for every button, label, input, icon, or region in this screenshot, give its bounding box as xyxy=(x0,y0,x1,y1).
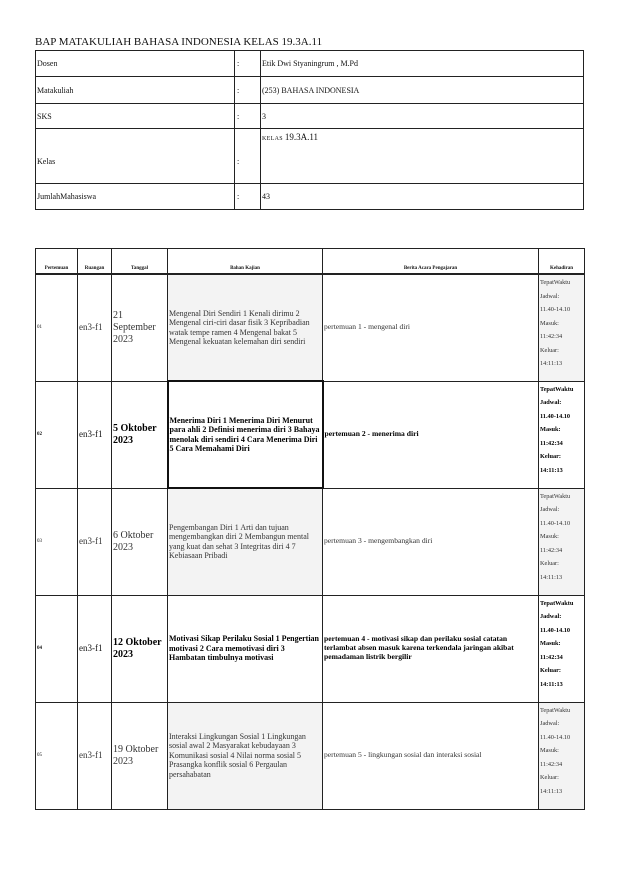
info-row-dosen xyxy=(36,51,584,77)
cell-pertemuan: 04 xyxy=(36,595,78,702)
cell-tanggal: 6 Oktober 2023 xyxy=(112,488,168,595)
info-label: Dosen xyxy=(36,51,235,77)
kehadiran-keluar-label: Keluar: xyxy=(540,453,561,460)
cell-ruangan: en3-f1 xyxy=(78,595,112,702)
info-row-jumlah xyxy=(36,184,584,210)
kehadiran-keluar-label: Keluar: xyxy=(540,774,559,781)
kelas-prefix: KELAS xyxy=(262,136,283,142)
info-label: Kelas xyxy=(36,129,235,184)
kehadiran-status: TepatWaktu xyxy=(540,385,574,393)
cell-berita-acara: pertemuan 1 - mengenal diri xyxy=(323,274,539,381)
cell-tanggal: 21 September 2023 xyxy=(112,274,168,381)
info-separator: : xyxy=(235,51,261,77)
kehadiran-jadwal-label: Jadwal: xyxy=(540,506,560,513)
attendance-table xyxy=(35,248,585,810)
info-value xyxy=(261,129,584,184)
info-label: JumlahMahasiswa xyxy=(36,184,235,210)
info-separator: : xyxy=(235,129,261,184)
header-berita-acara: Berita Acara Pengajaran xyxy=(323,249,539,275)
table-header-row xyxy=(36,249,585,275)
kehadiran-masuk-label: Masuk: xyxy=(540,640,561,647)
kehadiran-jadwal: 11.40-14.10 xyxy=(540,412,571,420)
info-row-matakuliah xyxy=(36,77,584,104)
document-title: BAP MATAKULIAH BAHASA INDONESIA KELAS 19.3A.11 xyxy=(35,36,323,48)
info-value: 3 xyxy=(261,104,584,129)
header-bahan-kajian: Bahan Kajian xyxy=(168,249,323,275)
info-row-sks xyxy=(36,104,584,129)
kehadiran-status: TepatWaktu xyxy=(540,279,571,286)
cell-berita-acara: pertemuan 2 - menerima diri xyxy=(323,381,539,488)
kehadiran-masuk: 11:42:34 xyxy=(540,653,563,661)
info-separator: : xyxy=(235,77,261,104)
cell-pertemuan: 05 xyxy=(36,702,78,809)
table-row xyxy=(36,381,585,488)
header-pertemuan: Pertemuan xyxy=(36,249,78,275)
cell-ruangan: en3-f1 xyxy=(78,488,112,595)
cell-berita-acara: pertemuan 3 - mengembangkan diri xyxy=(323,488,539,595)
table-row xyxy=(36,702,585,809)
header-kehadiran: Kehadiran xyxy=(539,249,585,275)
table-row xyxy=(36,595,585,702)
cell-bahan-kajian: Mengenal Diri Sendiri 1 Kenali dirimu 2 Mengenal ciri-ciri dasar fisik 3 Kepribadian watak tempe ramen 4 Mengenal bakat 5 Mengenal kekuatan kelemahan diri sendiri xyxy=(168,274,323,381)
kehadiran-jadwal: 11.40-14.10 xyxy=(540,733,571,741)
kehadiran-jadwal-label: Jadwal: xyxy=(540,399,562,406)
kehadiran-keluar: 14:11:13 xyxy=(540,573,563,581)
kehadiran-jadwal-label: Jadwal: xyxy=(540,720,560,727)
kehadiran-masuk-label: Masuk: xyxy=(540,747,559,754)
cell-bahan-kajian: Menerima Diri 1 Menerima Diri Menurut para ahli 2 Definisi menerima diri 3 Bahaya menolak diri sendiri 4 Cara Menerima Diri 5 Cara Memahami Diri xyxy=(168,381,323,488)
cell-tanggal: 12 Oktober 2023 xyxy=(112,595,168,702)
kehadiran-keluar-label: Keluar: xyxy=(540,346,559,354)
kehadiran-masuk: 11:42:34 xyxy=(540,333,563,340)
kehadiran-masuk-label: Masuk: xyxy=(540,426,561,433)
info-label: SKS xyxy=(36,104,235,129)
kehadiran-jadwal-label: Jadwal: xyxy=(540,292,560,300)
kehadiran-keluar: 14:11:13 xyxy=(540,360,563,367)
kehadiran-keluar: 14:11:13 xyxy=(540,680,563,688)
cell-berita-acara: pertemuan 4 - motivasi sikap dan perilaku sosial catatan terlambat absen masuk karena terkendala jaringan akibat pemadaman listrik bergilir xyxy=(323,595,539,702)
table-row xyxy=(36,488,585,595)
kehadiran-keluar: 14:11:13 xyxy=(540,787,563,795)
kehadiran-masuk: 11:42:34 xyxy=(540,439,563,447)
kehadiran-jadwal: 11.40-14.10 xyxy=(540,519,571,527)
cell-kehadiran xyxy=(539,274,585,381)
kehadiran-keluar-label: Keluar: xyxy=(540,560,559,567)
kehadiran-jadwal-label: Jadwal: xyxy=(540,613,562,620)
cell-ruangan: en3-f1 xyxy=(78,274,112,381)
kehadiran-jadwal: 11.40-14.10 xyxy=(540,626,571,634)
kehadiran-status: TepatWaktu xyxy=(540,599,574,607)
cell-kehadiran xyxy=(539,702,585,809)
cell-tanggal: 5 Oktober 2023 xyxy=(112,381,168,488)
cell-tanggal: 19 Oktober 2023 xyxy=(112,702,168,809)
kehadiran-masuk: 11:42:34 xyxy=(540,760,563,768)
cell-kehadiran xyxy=(539,381,585,488)
kehadiran-keluar-label: Keluar: xyxy=(540,667,561,674)
info-separator: : xyxy=(235,184,261,210)
info-value: (253) BAHASA INDONESIA xyxy=(261,77,584,104)
kehadiran-keluar: 14:11:13 xyxy=(540,466,563,474)
cell-pertemuan: 02 xyxy=(36,381,78,488)
header-ruangan: Ruangan xyxy=(78,249,112,275)
kehadiran-masuk-label: Masuk: xyxy=(540,319,559,327)
kehadiran-status: TepatWaktu xyxy=(540,492,571,500)
kehadiran-masuk: 11:42:34 xyxy=(540,546,563,554)
kelas-value: 19.3A.11 xyxy=(284,132,319,142)
info-value: 43 xyxy=(261,184,584,210)
info-value: Etik Dwi Styaningrum , M.Pd xyxy=(261,51,584,77)
course-info-table xyxy=(35,50,584,210)
cell-bahan-kajian: Pengembangan Diri 1 Arti dan tujuan mengembangkan diri 2 Membangun mental yang kuat dan sehat 3 Integritas diri 4 7 Kebiasaan Pribadi xyxy=(168,488,323,595)
info-label: Matakuliah xyxy=(36,77,235,104)
cell-bahan-kajian: Interaksi Lingkungan Sosial 1 Lingkungan sosial awal 2 Masyarakat kebudayaan 3 Komunikasi sosial 4 Nilai norma sosial 5 Prasangka konflik sosial 6 Pergaulan persahabatan xyxy=(168,702,323,809)
cell-bahan-kajian: Motivasi Sikap Perilaku Sosial 1 Pengertian motivasi 2 Cara memotivasi diri 3 Hambatan timbulnya motivasi xyxy=(168,595,323,702)
cell-kehadiran xyxy=(539,595,585,702)
info-separator: : xyxy=(235,104,261,129)
cell-ruangan: en3-f1 xyxy=(78,381,112,488)
cell-pertemuan: 01 xyxy=(36,274,78,381)
cell-berita-acara: pertemuan 5 - lingkungan sosial dan interaksi sosial xyxy=(323,702,539,809)
kehadiran-masuk-label: Masuk: xyxy=(540,533,559,540)
kehadiran-jadwal: 11.40-14.10 xyxy=(540,306,571,313)
cell-kehadiran xyxy=(539,488,585,595)
table-row xyxy=(36,274,585,381)
kehadiran-status: TepatWaktu xyxy=(540,706,571,714)
cell-pertemuan: 03 xyxy=(36,488,78,595)
cell-ruangan: en3-f1 xyxy=(78,702,112,809)
info-row-kelas xyxy=(36,129,584,184)
header-tanggal: Tanggal xyxy=(112,249,168,275)
